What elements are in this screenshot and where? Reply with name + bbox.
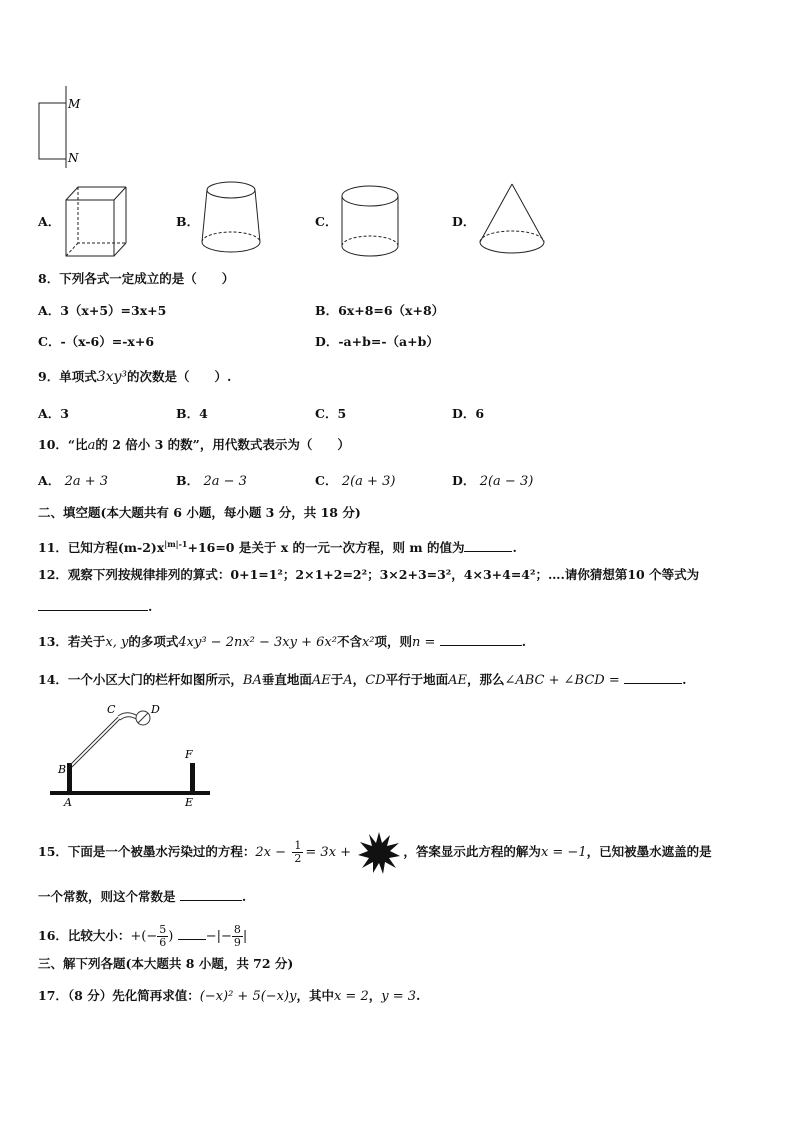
q7-option-b-label: B．	[176, 214, 200, 229]
q10-letter-c: C．	[315, 473, 338, 488]
q15-den: 2	[294, 852, 302, 865]
q14-d: ，	[352, 672, 366, 687]
q14-ae2: AE	[448, 673, 467, 688]
cone-shape	[474, 180, 550, 264]
q10-letter-d: D．	[452, 473, 476, 488]
q10-expr-d: 2(a − 3)	[479, 474, 534, 489]
q13-b: 的多项式	[128, 634, 179, 649]
q10-expr-b: 2a − 3	[203, 474, 247, 489]
q16-n1: 5	[159, 923, 167, 936]
q9-prefix: 9．单项式	[38, 369, 97, 384]
q14-ba: BA	[242, 673, 262, 688]
q16-frac2	[232, 924, 243, 949]
gate-figure	[48, 700, 214, 810]
q13-vars: x, y	[105, 635, 129, 650]
q17-y: y = 3	[381, 989, 417, 1004]
q16-plus: +(−	[130, 929, 158, 944]
post-ba	[67, 763, 72, 793]
section-3-heading: 三、解下列各题(本大题共 8 小题，共 72 分)	[38, 956, 294, 971]
q16-a: 16．比较大小：	[38, 928, 131, 943]
q13-answer-blank[interactable]	[440, 633, 522, 646]
q15-c: ，已知被墨水遮盖的是	[586, 844, 712, 859]
q7-option-d-label: D．	[452, 214, 476, 229]
q16	[38, 922, 247, 951]
q16-minus: −|−	[205, 929, 232, 944]
q10-option-b	[176, 473, 247, 490]
q17-x: x = 2	[333, 989, 369, 1004]
q13-term: x²	[361, 635, 375, 650]
q17-b: ，其中	[296, 988, 334, 1003]
q17-c: ，	[368, 988, 382, 1003]
q14-A: A	[343, 673, 353, 688]
q14-e: 平行于地面	[385, 672, 449, 687]
q10-var: a	[87, 438, 96, 453]
q14-angle-sum: ∠ABC + ∠BCD =	[504, 673, 620, 688]
q15-num: 1	[294, 839, 302, 852]
q17-a: 17．（8 分）先化简再求值：	[38, 988, 200, 1003]
q15-end: .	[241, 889, 247, 904]
q17	[38, 988, 420, 1005]
q11-text: 11．已知方程(m-2)x	[38, 540, 165, 556]
q13-poly: 4xy³ − 2nx² − 3xy + 6x²	[178, 635, 337, 650]
q14-answer-blank[interactable]	[624, 671, 682, 684]
q16-d2: 9	[233, 936, 241, 949]
q8-option-d: D．-a+b=-（a+b）	[315, 334, 439, 349]
q10-letter-b: B．	[176, 473, 200, 488]
gate-label-e: E	[185, 796, 194, 809]
q13-end: .	[521, 634, 527, 649]
q12-end: .	[148, 599, 153, 614]
q12-line1: 12．观察下列按规律排列的算式：0+1=1²；2×1+2=2²；3×2+3=3²，4×3+4=4²；….请你猜想第10 个等式为	[38, 567, 700, 582]
q9-option-c: C．5	[315, 406, 347, 421]
q13-n: n =	[412, 635, 436, 650]
q14-cd: CD	[365, 673, 386, 688]
q8-stem: 8．下列各式一定成立的是（ ）	[38, 271, 235, 286]
q10-stem	[38, 437, 350, 454]
ink-blot-icon	[357, 831, 401, 875]
q9-option-d: D．6	[452, 406, 485, 421]
q12-answer-blank[interactable]	[38, 598, 148, 611]
q16-answer-blank[interactable]	[178, 927, 206, 940]
post-ef	[190, 763, 195, 793]
q11-rest: +16=0 是关于 x 的一元一次方程，则 m 的值为	[187, 540, 465, 556]
q13-a: 13．若关于	[38, 634, 106, 649]
q10-option-d	[452, 473, 533, 490]
q15-eq-b: = 3x +	[305, 845, 352, 860]
gate-label-a: A	[64, 796, 72, 809]
q13-c: 不含	[336, 634, 362, 649]
gate-label-f: F	[185, 748, 193, 761]
q15-line2-text: 一个常数，则这个常数是	[38, 889, 176, 904]
label-m: M	[68, 97, 81, 111]
q16-bar: |	[242, 929, 248, 944]
q15-fraction	[292, 840, 303, 865]
q16-close: )	[168, 929, 174, 944]
q9-option-a: A．3	[38, 406, 69, 421]
q16-d1: 6	[159, 936, 167, 949]
q10-option-c	[315, 473, 395, 490]
q17-end: .	[416, 988, 421, 1003]
q11-answer-blank[interactable]	[464, 539, 512, 552]
q12-line2	[38, 598, 152, 615]
q11-exponent: |m|-1	[164, 539, 188, 549]
door-figure	[36, 84, 86, 170]
q10-letter-a: A．	[38, 473, 61, 488]
cylinder-shape	[336, 182, 406, 264]
q17-expr: (−x)² + 5(−x)y	[199, 989, 297, 1004]
q15-line1	[38, 840, 712, 865]
q9-stem	[38, 369, 231, 385]
label-n: N	[68, 151, 79, 165]
q15-sol: x = −1	[540, 845, 587, 860]
q15-eq-a: 2x −	[255, 845, 287, 860]
gate-label-d: D	[151, 703, 160, 716]
q15-b: ，答案显示此方程的解为	[403, 844, 541, 859]
q9-monomial: 3xy³	[96, 369, 128, 385]
q15-line2	[38, 888, 246, 905]
frustum-shape	[198, 180, 266, 264]
q15-a: 15．下面是一个被墨水污染过的方程：	[38, 844, 256, 859]
gate-label-c: C	[107, 703, 116, 716]
q11-end: .	[512, 540, 517, 556]
q16-n2: 8	[233, 923, 241, 936]
q10-stem-a: 10．“比	[38, 437, 88, 452]
q10-expr-c: 2(a + 3)	[341, 474, 396, 489]
q8-option-a: A．3（x+5）=3x+5	[38, 303, 167, 318]
rectangular-prism-shape	[60, 184, 130, 260]
q13-d: 项，则	[374, 634, 413, 649]
q8-option-b: B．6x+8=6（x+8）	[315, 303, 445, 318]
q13	[38, 633, 526, 651]
q14-ae: AE	[311, 673, 331, 688]
q7-option-c-label: C．	[315, 214, 338, 229]
q14-c: 于	[330, 672, 344, 687]
q10-expr-a: 2a + 3	[64, 474, 109, 489]
q11	[38, 536, 517, 556]
q15-answer-blank[interactable]	[180, 888, 242, 901]
q14-b: 垂直地面	[261, 672, 312, 687]
gate-label-b: B	[58, 763, 67, 776]
q16-frac1	[157, 924, 168, 949]
bar-bc	[70, 717, 118, 765]
q14	[38, 671, 686, 689]
q9-option-b: B．4	[176, 406, 208, 421]
q7-option-a-label: A．	[38, 214, 61, 229]
q14-end: .	[682, 672, 687, 687]
q14-f: ，那么	[466, 672, 505, 687]
q9-suffix: 的次数是（ ）.	[127, 369, 232, 384]
q10-option-a	[38, 473, 108, 490]
q14-a: 14．一个小区大门的栏杆如图所示，	[38, 672, 243, 687]
section-2-heading: 二、填空题(本大题共有 6 小题，每小题 3 分，共 18 分)	[38, 505, 361, 520]
q8-option-c: C．-（x-6）=-x+6	[38, 334, 155, 349]
q10-stem-b: 的 2 倍小 3 的数”，用代数式表示为（ ）	[95, 437, 350, 452]
